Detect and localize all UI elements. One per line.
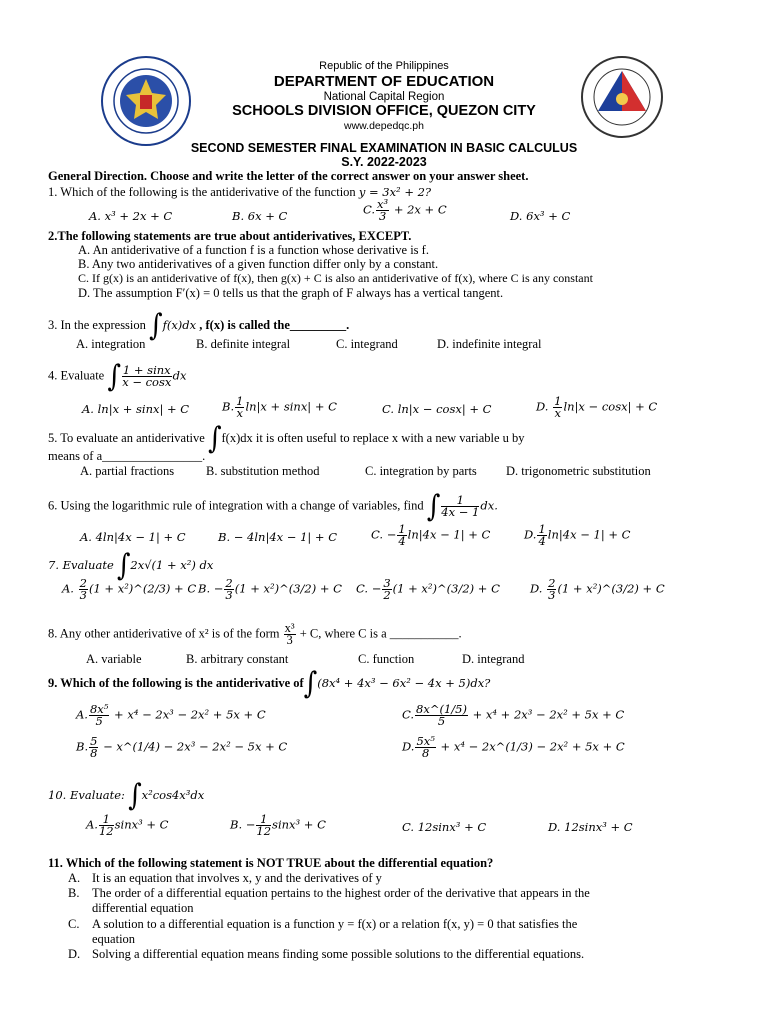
q3-option-a: A. integration [76,337,146,351]
q10-option-a: A. $\frac{1}{12}$ sinx³ + C [86,812,169,838]
q9-option-b: B. $\frac{5}{8}$ − x^(1/4) − 2x³ − 2x² − 5x + C [76,734,288,760]
q5-option-d: D. trigonometric substitution [506,464,651,478]
q5-option-a: A. partial fractions [80,464,175,478]
q10-stem: 10. Evaluate: ∫x²cos4x³dx [48,778,205,814]
q5-stem: 5. To evaluate an antiderivative ∫f(x)dx it is often useful to replace x with a new variable u by [48,421,525,457]
q11-option-c-line1: A solution to a differential equation is a function y = f(x) or a relation f(x, y) = 0 that satisfies the [92,917,578,931]
q11-letter-c: C. [68,917,80,931]
q6-option-c: C. − $\frac{1}{4}$ ln|4x − 1| + C [371,522,491,548]
q1-stem: 1. Which of the following is the antiderivative of the function y = 3x² + 2? [48,185,432,199]
q7-option-c: C. − $\frac{3}{2}$ (1 + x²)^(3/2) + C [356,576,500,602]
republic-line: Republic of the Philippines [319,60,449,72]
q5-option-b: B. substitution method [206,464,320,478]
q3-option-d: D. indefinite integral [437,337,542,351]
q4-stem: 4. Evaluate ∫ $\frac{1 + \sin x}{x - \cos x}$ dx [48,359,187,394]
q9-option-c: C. $\frac{8x\^{}(1/5)}{5}$ + x⁴ + 2x³ − 2x² + 5x + C [402,702,625,728]
q9-stem: 9. Which of the following is the antiderivative of∫(8x⁴ + 4x³ − 6x² − 4x + 5)dx? [48,666,491,702]
q7-option-d: D. $\frac{2}{3}$ (1 + x²)^(3/2) + C [530,576,665,602]
q8-option-b: B. arbitrary constant [186,652,289,666]
q5-option-c: C. integration by parts [365,464,477,478]
q8-option-a: A. variable [86,652,142,666]
q11-option-d: Solving a differential equation means finding some possible solutions to the differential equations. [92,947,585,961]
school-year: S.Y. 2022-2023 [341,155,427,169]
q6-option-a: A. 4ln|4x − 1| + C [80,530,186,544]
office-title: SCHOOLS DIVISION OFFICE, QUEZON CITY [232,103,536,119]
region-line: National Capital Region [323,91,445,103]
q6-option-b: B. − 4ln|4x − 1| + C [218,530,338,544]
q1-option-a: A. x³ + 2x + C [89,209,173,223]
q2-option-c: C. If g(x) is an antiderivative of f(x), then g(x) + C is also an antiderivative of f(x), where C is any constant [78,271,593,285]
department-title: DEPARTMENT OF EDUCATION [273,73,495,90]
q5-line2: means of a________________. [48,449,206,463]
q8-stem: 8. Any other antiderivative of x² is of the form $\frac{\text{x³}}{3}$ + C, where C is a ___________. [48,621,462,647]
q11-option-c-line2: equation [92,932,136,946]
q10-option-b: B. − $\frac{1}{12}$ sinx³ + C [230,812,326,838]
q2-option-d: D. The assumption F′(x) = 0 tells us that the graph of F always has a vertical tangent. [78,286,504,300]
q2-stem: 2.The following statements are true about antiderivatives, EXCEPT. [48,229,412,243]
q11-option-b-line1: The order of a differential equation pertains to the highest order of the derivative that appears in the [92,886,590,900]
q3-stem: 3. In the expression ∫f(x)dx , f(x) is called the_________. [48,308,350,344]
q4-option-b: B. $\frac{1}{x}$ ln|x + sinx| + C [222,394,337,420]
q8-option-d: D. integrand [462,652,525,666]
q6-stem: 6. Using the logarithmic rule of integration with a change of variables, find ∫ $\frac{1}{4x - 1}$ dx. [48,489,498,524]
q6-option-d: D. $\frac{1}{4}$ ln|4x − 1| + C [524,522,631,548]
general-direction: General Direction. Choose and write the letter of the correct answer on your answer sheet. [48,169,529,183]
q11-letter-a: A. [68,871,81,885]
q10-option-d: D. 12sinx³ + C [548,820,633,834]
q7-option-b: B. − $\frac{2}{3}$ (1 + x²)^(3/2) + C [198,576,342,602]
q2-option-a: A. An antiderivative of a function f is a function whose derivative is f. [78,243,429,257]
q8-option-c: C. function [358,652,415,666]
q9-option-d: D. $\frac{\text{5x⁵}}{8}$ + x⁴ − 2x^(1/3) − 2x² + 5x + C [402,734,625,760]
q11-letter-d: D. [68,947,81,961]
q4-option-c: C. ln|x − cosx| + C [382,402,492,416]
q4-option-d: D. $\frac{1}{x}$ ln|x − cosx| + C [536,394,658,420]
q11-option-a: It is an equation that involves x, y and the derivatives of y [92,871,382,885]
q2-option-b: B. Any two antiderivatives of a given function differ only by a constant. [78,257,439,271]
q1-option-b: B. 6x + C [232,209,288,223]
q4-option-a: A. ln|x + sinx| + C [82,402,190,416]
q7-stem: 7. Evaluate ∫2x√(1 + x²) dx [48,548,214,584]
q1-option-d: D. 6x³ + C [510,209,571,223]
q3-option-c: C. integrand [336,337,398,351]
q3-option-b: B. definite integral [196,337,291,351]
website-text: www.depedqc.ph [344,120,424,132]
q7-option-a: A. $\frac{2}{3}$ (1 + x²)^(2/3) + C [62,576,197,602]
exam-title: SECOND SEMESTER FINAL EXAMINATION IN BASIC CALCULUS [190,141,578,155]
q10-option-c: C. 12sinx³ + C [402,820,487,834]
q1-option-c: C. $\frac{\text{x³}}{3}$ + 2x + C [363,197,447,223]
q11-option-b-line2: differential equation [92,901,194,915]
q11-letter-b: B. [68,886,80,900]
q9-option-a: A. $\frac{\text{8x⁵}}{5}$ + x⁴ − 2x³ − 2x² + 5x + C [76,702,266,728]
integral-sign: ∫ [149,308,163,344]
q11-stem: 11. Which of the following statement is NOT TRUE about the differential equation? [48,856,494,870]
